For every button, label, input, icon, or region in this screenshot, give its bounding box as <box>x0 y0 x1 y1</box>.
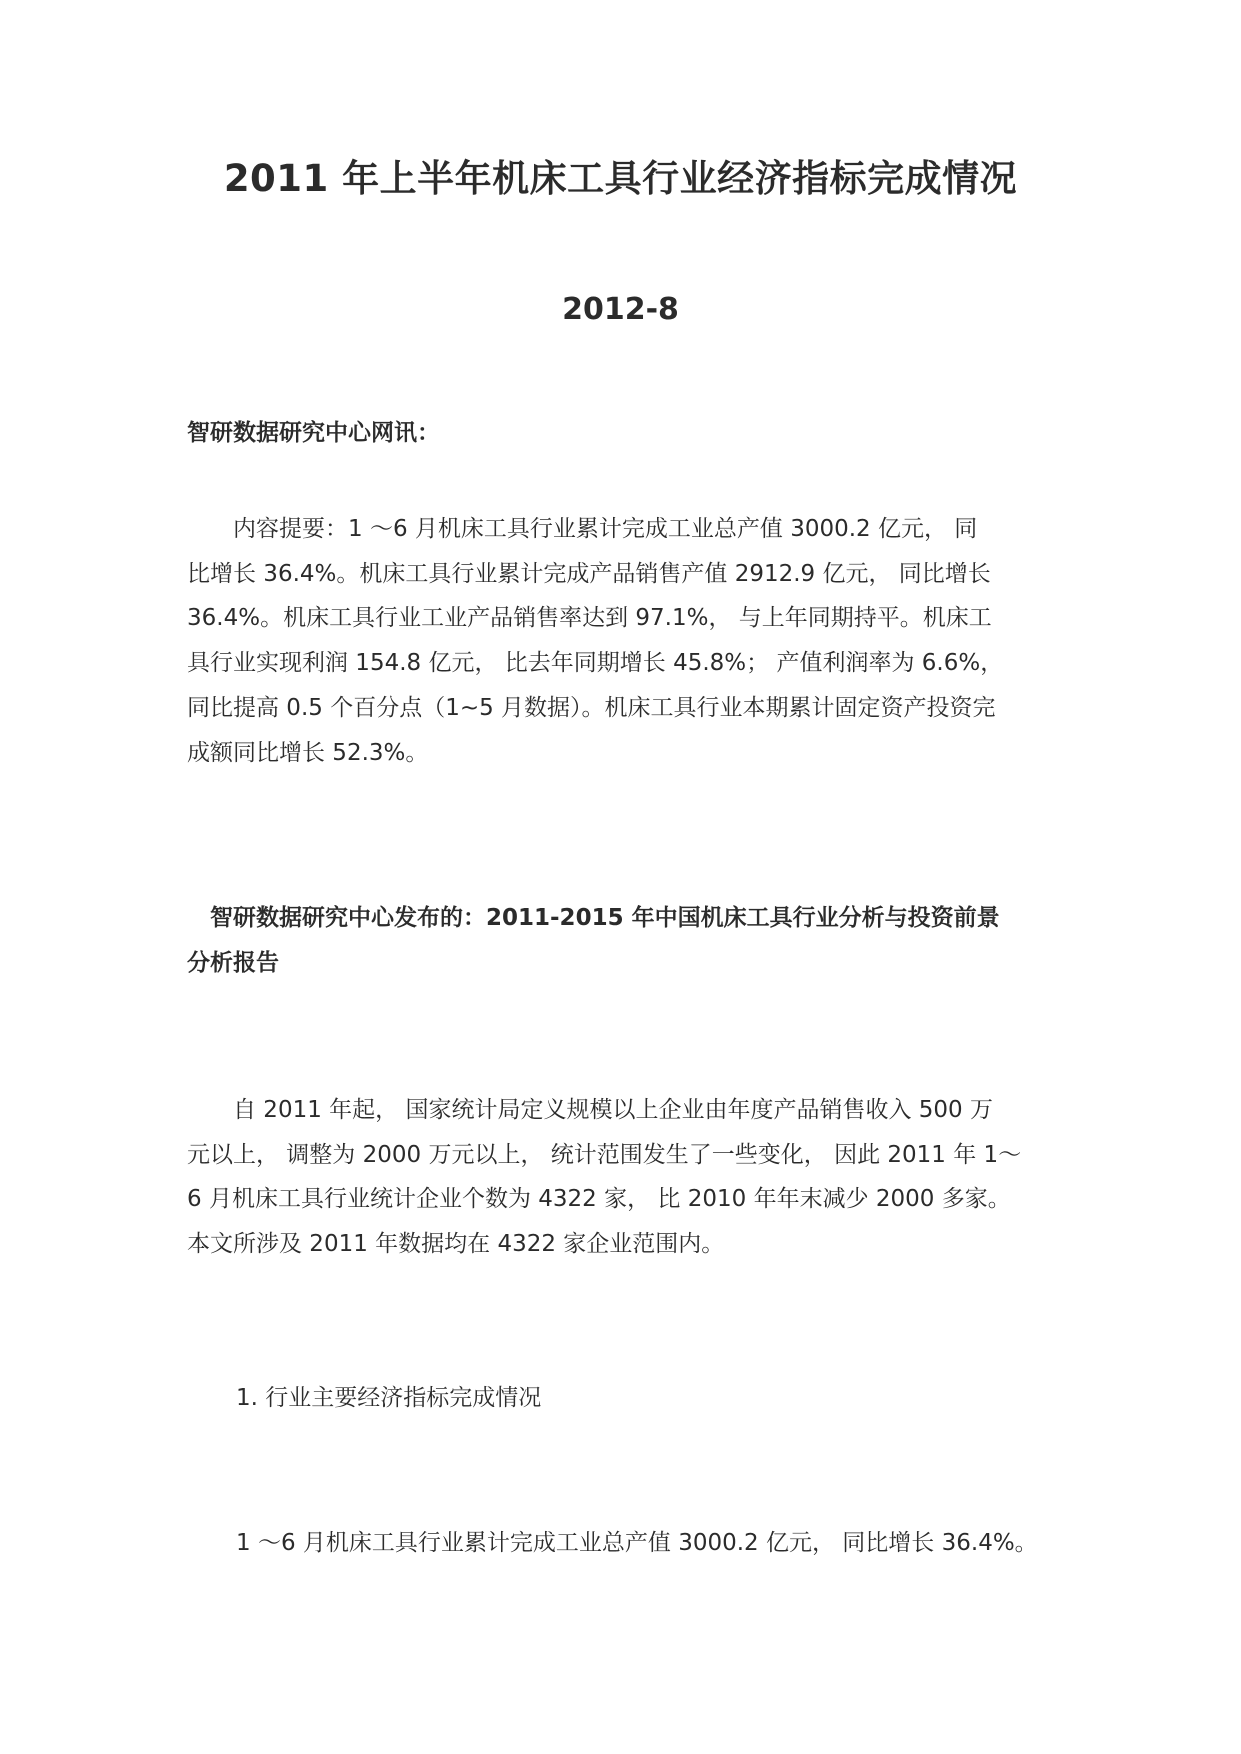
scope-paragraph <box>187 1088 1067 1267</box>
summary-line: 比增长 36.4%。机床工具行业累计完成产品销售产值 2912.9 亿元， 同比增长 <box>187 560 991 587</box>
scope-line: 6 月机床工具行业统计企业个数为 4322 家， 比 2010 年年末减少 2000 多家。 <box>187 1186 1011 1213</box>
summary-line: 具行业实现利润 154.8 亿元， 比去年同期增长 45.8%； 产值利润率为 6.6%， <box>187 650 1004 677</box>
document-title: 2011 年上半年机床工具行业经济指标完成情况 <box>223 157 1018 200</box>
summary-line: 同比提高 0.5 个百分点（1~5 月数据）。机床工具行业本期累计固定资产投资完 <box>187 694 996 721</box>
document-date: 2012-8 <box>562 292 679 327</box>
summary-line: 成额同比增长 52.3%。 <box>187 739 429 766</box>
news-source: 智研数据研究中心网讯： <box>187 420 440 446</box>
scope-line: 元以上， 调整为 2000 万元以上， 统计范围发生了一些变化， 因此 2011 年 1～ <box>187 1141 1022 1168</box>
section-paragraph: 1 ～6 月机床工具行业累计完成工业总产值 3000.2 亿元， 同比增长 36.4%。 <box>236 1530 1038 1556</box>
report-title-line: 智研数据研究中心发布的：2011-2015 年中国机床工具行业分析与投资前景 <box>187 905 1000 931</box>
report-title <box>187 896 1067 985</box>
section-heading: 1. 行业主要经济指标完成情况 <box>236 1385 542 1411</box>
scope-line: 本文所涉及 2011 年数据均在 4322 家企业范围内。 <box>187 1231 725 1258</box>
summary-paragraph <box>187 507 1067 775</box>
scope-line: 自 2011 年起， 国家统计局定义规模以上企业由年度产品销售收入 500 万 <box>187 1097 993 1123</box>
summary-line: 36.4%。机床工具行业工业产品销售率达到 97.1%， 与上年同期持平。机床工 <box>187 605 992 632</box>
report-title-line: 分析报告 <box>187 949 279 976</box>
summary-line: 内容提要：1 ～6 月机床工具行业累计完成工业总产值 3000.2 亿元， 同 <box>187 516 978 542</box>
